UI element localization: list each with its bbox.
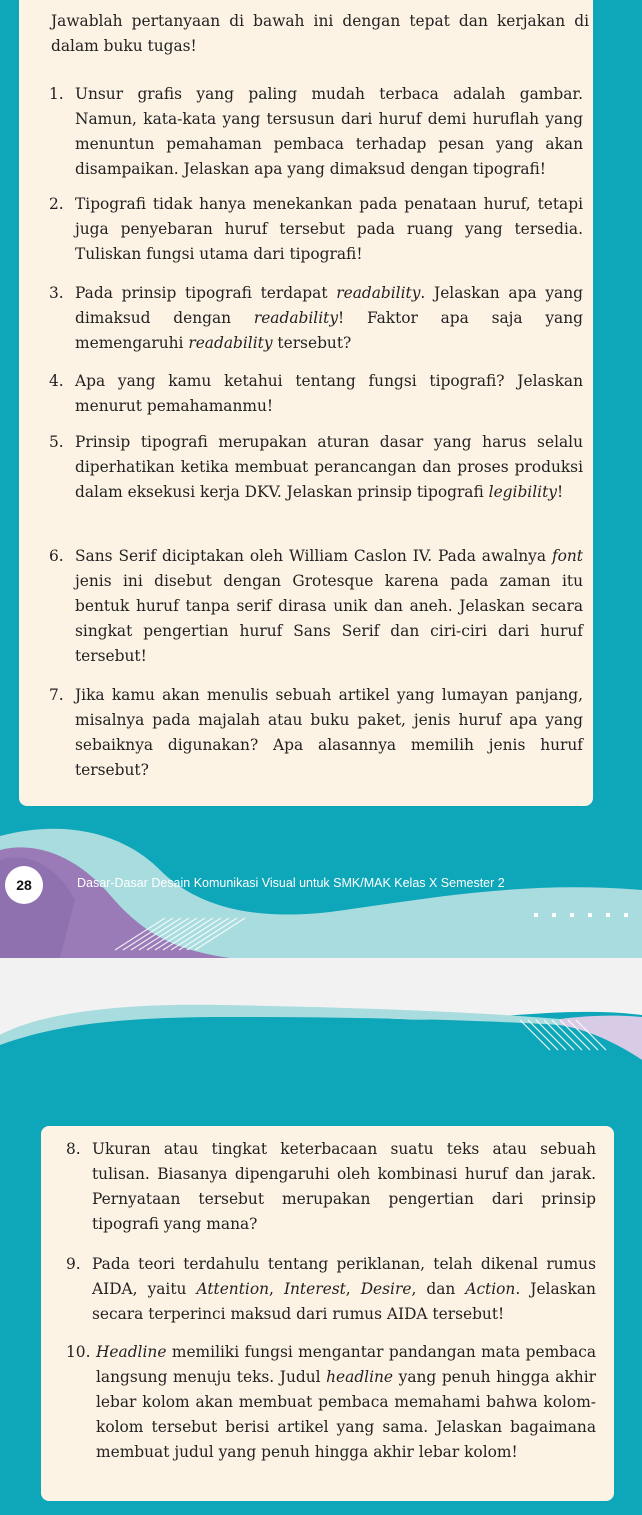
question-number: 8. [66, 1140, 81, 1158]
question-1 [49, 82, 583, 182]
question-number: 4. [49, 372, 64, 390]
question-9 [66, 1252, 596, 1327]
page-number-badge: 28 [5, 866, 43, 904]
question-3 [49, 281, 583, 356]
question-number: 5. [49, 433, 64, 451]
question-number: 1. [49, 85, 64, 103]
question-text: Pada teori terdahulu tentang periklanan, telah dikenal rumus AIDA, yaitu Attention, Interest, Desire, dan Action. Jelaskan secara terperinci maksud dari rumus AIDA tersebut! [92, 1255, 596, 1323]
question-text: Sans Serif diciptakan oleh William Caslon IV. Pada awalnya font jenis ini disebut dengan Grotesque karena pada zaman itu bentuk huruf tanpa serif dirasa unik dan aneh. Jelaskan secara singkat pengertian huruf Sans Serif dan ciri-ciri dari huruf tersebut! [75, 547, 583, 665]
exercise-card [19, 0, 593, 806]
header-wave-decoration [0, 975, 642, 1085]
question-8 [66, 1137, 596, 1237]
question-text: Ukuran atau tingkat keterbacaan suatu teks atau sebuah tulisan. Biasanya dipengaruhi oleh kombinasi huruf dan jarak. Pernyataan tersebut merupakan pengertian dari prinsip tipografi yang mana? [92, 1140, 596, 1233]
question-number: 2. [49, 195, 64, 213]
page-29 [0, 975, 642, 1515]
question-text: Pada prinsip tipografi terdapat readability. Jelaskan apa yang dimaksud dengan readability! Faktor apa saja yang memengaruhi readability tersebut? [75, 284, 583, 352]
question-text: Headline memiliki fungsi mengantar pandangan mata pembaca langsung menuju teks. Judul headline yang penuh hingga akhir lebar kolom akan membuat pembaca memahami bahwa kolom-kolom tersebut berisi artikel yang sama. Jelaskan bagaimana membuat judul yang penuh hingga akhir lebar kolom! [96, 1343, 596, 1461]
question-text: Prinsip tipografi merupakan aturan dasar yang harus selalu diperhatikan ketika membuat perancangan dan proses produksi dalam eksekusi kerja DKV. Jelaskan prinsip tipografi legibility! [75, 433, 583, 501]
question-number: 10. [66, 1343, 91, 1361]
exercise-card [41, 1126, 614, 1501]
question-number: 6. [49, 547, 64, 565]
question-5 [49, 430, 583, 505]
question-number: 3. [49, 284, 64, 302]
question-text: Unsur grafis yang paling mudah terbaca adalah gambar. Namun, kata-kata yang tersusun dari huruf demi huruflah yang menuntun pemahaman pembaca terhadap pesan yang akan disampaikan. Jelaskan apa yang dimaksud dengan tipografi! [75, 85, 583, 178]
question-text: Tipografi tidak hanya menekankan pada penataan huruf, tetapi juga penyebaran huruf tersebut pada ruang yang tersedia. Tuliskan fungsi utama dari tipografi! [75, 195, 583, 263]
question-7 [49, 683, 583, 783]
question-number: 9. [66, 1255, 81, 1273]
question-text: Jika kamu akan menulis sebuah artikel yang lumayan panjang, misalnya pada majalah atau buku paket, jenis huruf apa yang sebaiknya digunakan? Apa alasannya memilih jenis huruf tersebut? [75, 686, 583, 779]
page-separator [0, 958, 642, 975]
question-number: 7. [49, 686, 64, 704]
question-2 [49, 192, 583, 267]
question-6 [49, 544, 583, 669]
book-title-footer: Dasar-Dasar Desain Komunikasi Visual untuk SMK/MAK Kelas X Semester 2 [77, 876, 505, 890]
instructions: Jawablah pertanyaan di bawah ini dengan tepat dan kerjakan di dalam buku tugas! [51, 12, 589, 55]
question-text: Apa yang kamu ketahui tentang fungsi tipografi? Jelaskan menurut pemahamanmu! [75, 372, 583, 415]
question-10 [66, 1340, 596, 1465]
question-4 [49, 369, 583, 419]
